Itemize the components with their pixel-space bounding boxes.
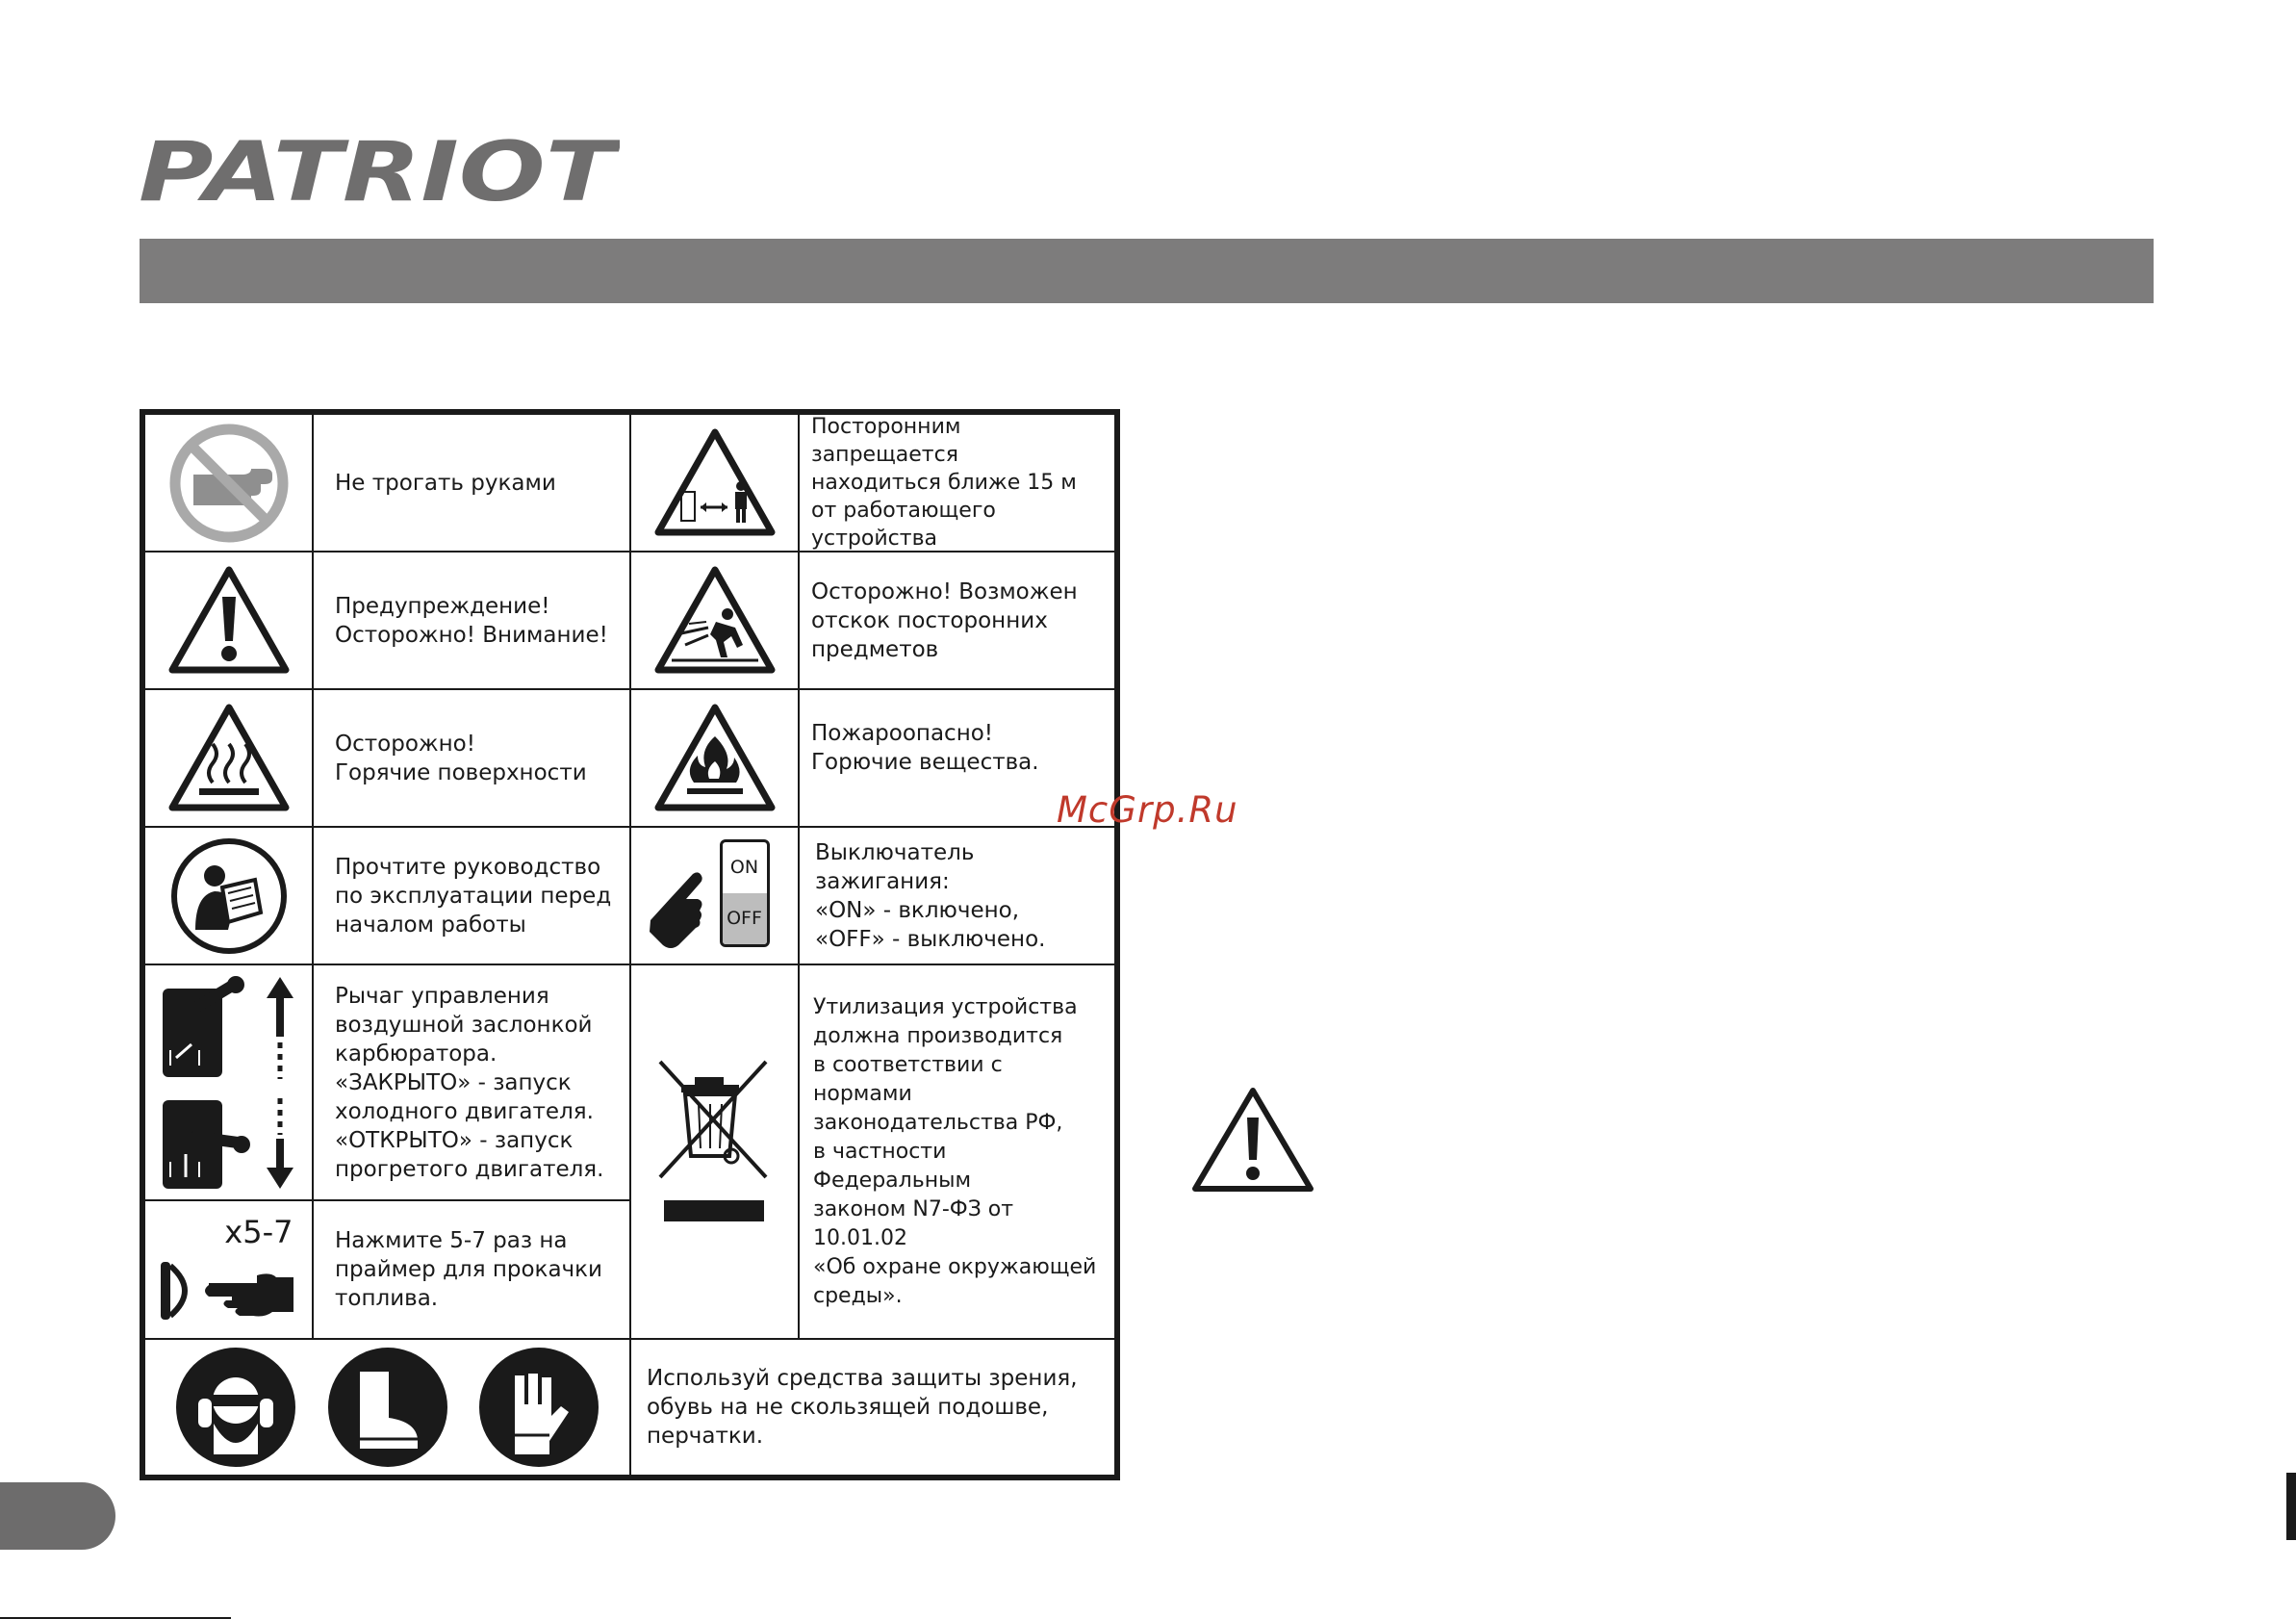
switch-off-label: OFF <box>723 893 767 944</box>
safety-symbols-table <box>140 409 1120 1480</box>
read-manual-icon <box>166 834 292 959</box>
flammable-fire-icon <box>652 702 778 815</box>
primer-press-icon <box>157 1254 301 1327</box>
bystanders-label: Посторонним запрещается находиться ближе 15 м от работающего устройства <box>811 415 1077 551</box>
bystanders-text-cell <box>798 413 1116 553</box>
no-hands-icon-cell <box>143 413 314 553</box>
exclamation-warning-icon <box>166 564 292 678</box>
read-manual-label: Прочтите руководство по эксплуатации перед началом работы <box>335 854 612 938</box>
primer-text-cell <box>312 1199 631 1340</box>
safety-boots-icon <box>327 1347 448 1468</box>
ignition-label: Выключатель зажигания: «ON» - включено, «OFF» - выключено. <box>815 839 1046 952</box>
disposal-icon-cell <box>629 964 800 1340</box>
choke-icon-cell <box>143 964 314 1201</box>
right-edge-mark <box>2286 1473 2296 1540</box>
hot-surface-label: Осторожно! Горячие поверхности <box>335 731 587 785</box>
hot-surface-text-cell <box>312 688 631 828</box>
ignition-switch-graphic <box>643 839 787 953</box>
patriot-logo <box>139 133 620 210</box>
hot-surface-icon-cell <box>143 688 314 828</box>
fire-icon-cell <box>629 688 800 828</box>
disposal-label: Утилизация устройства должна производится в соответствии с нормами законодательства РФ, в частности Федеральным законом N7-ФЗ от 10.01.02 «Об охране окружающей среды». <box>813 994 1097 1308</box>
primer-graphic <box>157 1212 301 1327</box>
bystanders-icon-cell <box>629 413 800 553</box>
switch-on-label: ON <box>729 857 759 878</box>
protection-text-cell <box>629 1338 1116 1477</box>
warning-text-cell <box>312 551 631 690</box>
ricochet-text-cell <box>798 551 1116 690</box>
choke-label: Рычаг управления воздушной заслонкой карбюратора. «ЗАКРЫТО» - запуск холодного двигателя. «ОТКРЫТО» - запуск прогретого двигателя. <box>335 983 604 1182</box>
svg-text:PATRIOT: PATRIOT <box>139 133 620 210</box>
ignition-switch[interactable] <box>720 839 770 947</box>
bystanders-distance-icon <box>652 426 778 540</box>
patriot-logo-mark <box>139 133 620 210</box>
ignition-text-cell <box>798 826 1116 965</box>
primer-icon-cell <box>143 1199 314 1340</box>
warning-label: Предупреждение! Осторожно! Внимание! <box>335 593 608 648</box>
pointing-hand-icon <box>643 862 710 949</box>
read-manual-icon-cell <box>143 826 314 965</box>
hot-surface-icon <box>166 702 292 815</box>
ricochet-label: Осторожно! Возможен отскок посторонних предметов <box>811 578 1078 662</box>
ricochet-warning-icon <box>652 564 778 678</box>
side-warning-icon <box>1189 1085 1316 1195</box>
choke-text-cell <box>312 964 631 1201</box>
primer-label: Нажмите 5-7 раз на праймер для прокачки топлива. <box>335 1228 602 1311</box>
protection-label: Используй средства защиты зрения, обувь на не скользящей подошве, перчатки. <box>647 1366 1078 1449</box>
no-hands-label: Не трогать руками <box>335 470 556 496</box>
page-number-tab <box>0 1482 115 1550</box>
warning-icon-cell <box>143 551 314 690</box>
no-hands-text-cell <box>312 413 631 553</box>
watermark: McGrp.Ru <box>1057 789 1238 831</box>
ricochet-icon-cell <box>629 551 800 690</box>
ignition-icon-cell <box>629 826 800 965</box>
protection-icons-cell <box>143 1338 631 1477</box>
read-manual-text-cell <box>312 826 631 965</box>
fire-label: Пожароопасно! Горючие вещества. <box>811 721 1039 775</box>
crossed-bin-icon <box>652 1056 778 1248</box>
primer-count: x5-7 <box>224 1214 293 1250</box>
choke-lever-icon <box>157 973 301 1193</box>
no-touch-hand-icon <box>166 421 292 546</box>
gloves-icon <box>478 1347 600 1468</box>
disposal-text-cell <box>798 964 1116 1340</box>
header-bar <box>140 239 2154 303</box>
eye-ear-protection-icon <box>175 1347 296 1468</box>
